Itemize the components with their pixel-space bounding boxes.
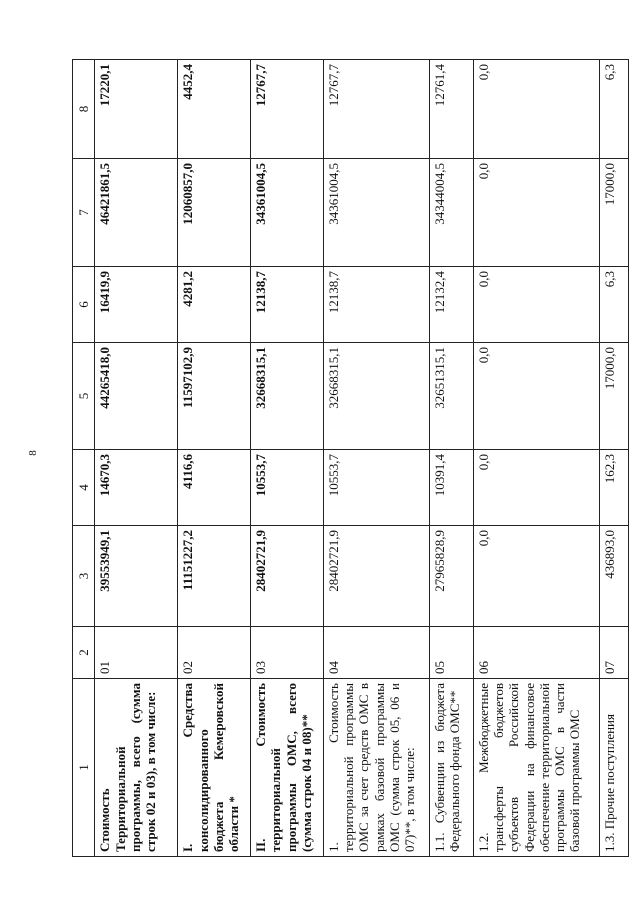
value-cell: 12132,4 xyxy=(429,267,473,343)
rotated-table-container xyxy=(72,60,629,857)
row-code: 01 xyxy=(95,627,178,679)
value-cell: 12767,7 xyxy=(251,60,324,159)
value-cell: 0,0 xyxy=(473,159,600,267)
value-cell: 436893,0 xyxy=(600,526,629,627)
value-cell: 17220,1 xyxy=(95,60,178,159)
row-description: Стоимость Территориальной программы, всего (сумма строк 02 и 03), в том числе: xyxy=(95,679,178,857)
value-cell: 162,3 xyxy=(600,450,629,526)
table-row xyxy=(473,60,600,857)
value-cell: 12138,7 xyxy=(323,267,429,343)
value-cell: 34361004,5 xyxy=(323,159,429,267)
value-cell: 10391,4 xyxy=(429,450,473,526)
row-code: 03 xyxy=(251,627,324,679)
value-cell: 12767,7 xyxy=(323,60,429,159)
page-number: 8 xyxy=(26,450,39,456)
financing-table xyxy=(72,59,629,857)
header-cell: 8 xyxy=(73,60,95,159)
value-cell: 34361004,5 xyxy=(251,159,324,267)
table-row xyxy=(95,60,178,857)
value-cell: 32668315,1 xyxy=(323,343,429,450)
row-description: I. Средства консолидированного бюджета Кемеровской области * xyxy=(178,679,251,857)
value-cell: 4116,6 xyxy=(178,450,251,526)
value-cell: 17000,0 xyxy=(600,159,629,267)
row-code: 02 xyxy=(178,627,251,679)
value-cell: 12060857,0 xyxy=(178,159,251,267)
row-code: 06 xyxy=(473,627,600,679)
value-cell: 16419,9 xyxy=(95,267,178,343)
value-cell: 0,0 xyxy=(473,450,600,526)
value-cell: 34344004,5 xyxy=(429,159,473,267)
value-cell: 27965828,9 xyxy=(429,526,473,627)
value-cell: 11151227,2 xyxy=(178,526,251,627)
value-cell: 11597102,9 xyxy=(178,343,251,450)
value-cell: 6,3 xyxy=(600,267,629,343)
value-cell: 46421861,5 xyxy=(95,159,178,267)
table-row xyxy=(178,60,251,857)
value-cell: 0,0 xyxy=(473,267,600,343)
value-cell: 0,0 xyxy=(473,60,600,159)
table-row xyxy=(251,60,324,857)
table-row xyxy=(600,60,629,857)
value-cell: 10553,7 xyxy=(251,450,324,526)
value-cell: 28402721,9 xyxy=(251,526,324,627)
header-cell: 1 xyxy=(73,679,95,857)
value-cell: 6,3 xyxy=(600,60,629,159)
header-cell: 3 xyxy=(73,526,95,627)
value-cell: 32651315,1 xyxy=(429,343,473,450)
value-cell: 12761,4 xyxy=(429,60,473,159)
row-description: 1.3. Прочие поступления xyxy=(600,679,629,857)
row-description: II. Стоимость территориальной программы ОМС, всего (сумма строк 04 и 08)** xyxy=(251,679,324,857)
table-row xyxy=(323,60,429,857)
row-description: 1.2. Межбюджетные трансферты бюджетов субъектов Российской Федерации на финансовое обеспечение территориальной программы ОМС в части базовой программы ОМС xyxy=(473,679,600,857)
table-row xyxy=(429,60,473,857)
value-cell: 32668315,1 xyxy=(251,343,324,450)
row-description: 1.1. Субвенции из бюджета Федерального фонда ОМС** xyxy=(429,679,473,857)
header-cell: 6 xyxy=(73,267,95,343)
value-cell: 4452,4 xyxy=(178,60,251,159)
header-row xyxy=(73,60,95,857)
value-cell: 0,0 xyxy=(473,526,600,627)
value-cell: 10553,7 xyxy=(323,450,429,526)
value-cell: 28402721,9 xyxy=(323,526,429,627)
row-description: 1. Стоимость территориальной программы ОМС за счет средств ОМС в рамках базовой программы ОМС (сумма строк 05, 06 и 07)**, в том числе: xyxy=(323,679,429,857)
value-cell: 0,0 xyxy=(473,343,600,450)
row-code: 07 xyxy=(600,627,629,679)
header-cell: 2 xyxy=(73,627,95,679)
value-cell: 44265418,0 xyxy=(95,343,178,450)
header-cell: 7 xyxy=(73,159,95,267)
value-cell: 17000,0 xyxy=(600,343,629,450)
value-cell: 39553949,1 xyxy=(95,526,178,627)
value-cell: 4281,2 xyxy=(178,267,251,343)
header-cell: 4 xyxy=(73,450,95,526)
header-cell: 5 xyxy=(73,343,95,450)
value-cell: 14670,3 xyxy=(95,450,178,526)
row-code: 05 xyxy=(429,627,473,679)
row-code: 04 xyxy=(323,627,429,679)
value-cell: 12138,7 xyxy=(251,267,324,343)
